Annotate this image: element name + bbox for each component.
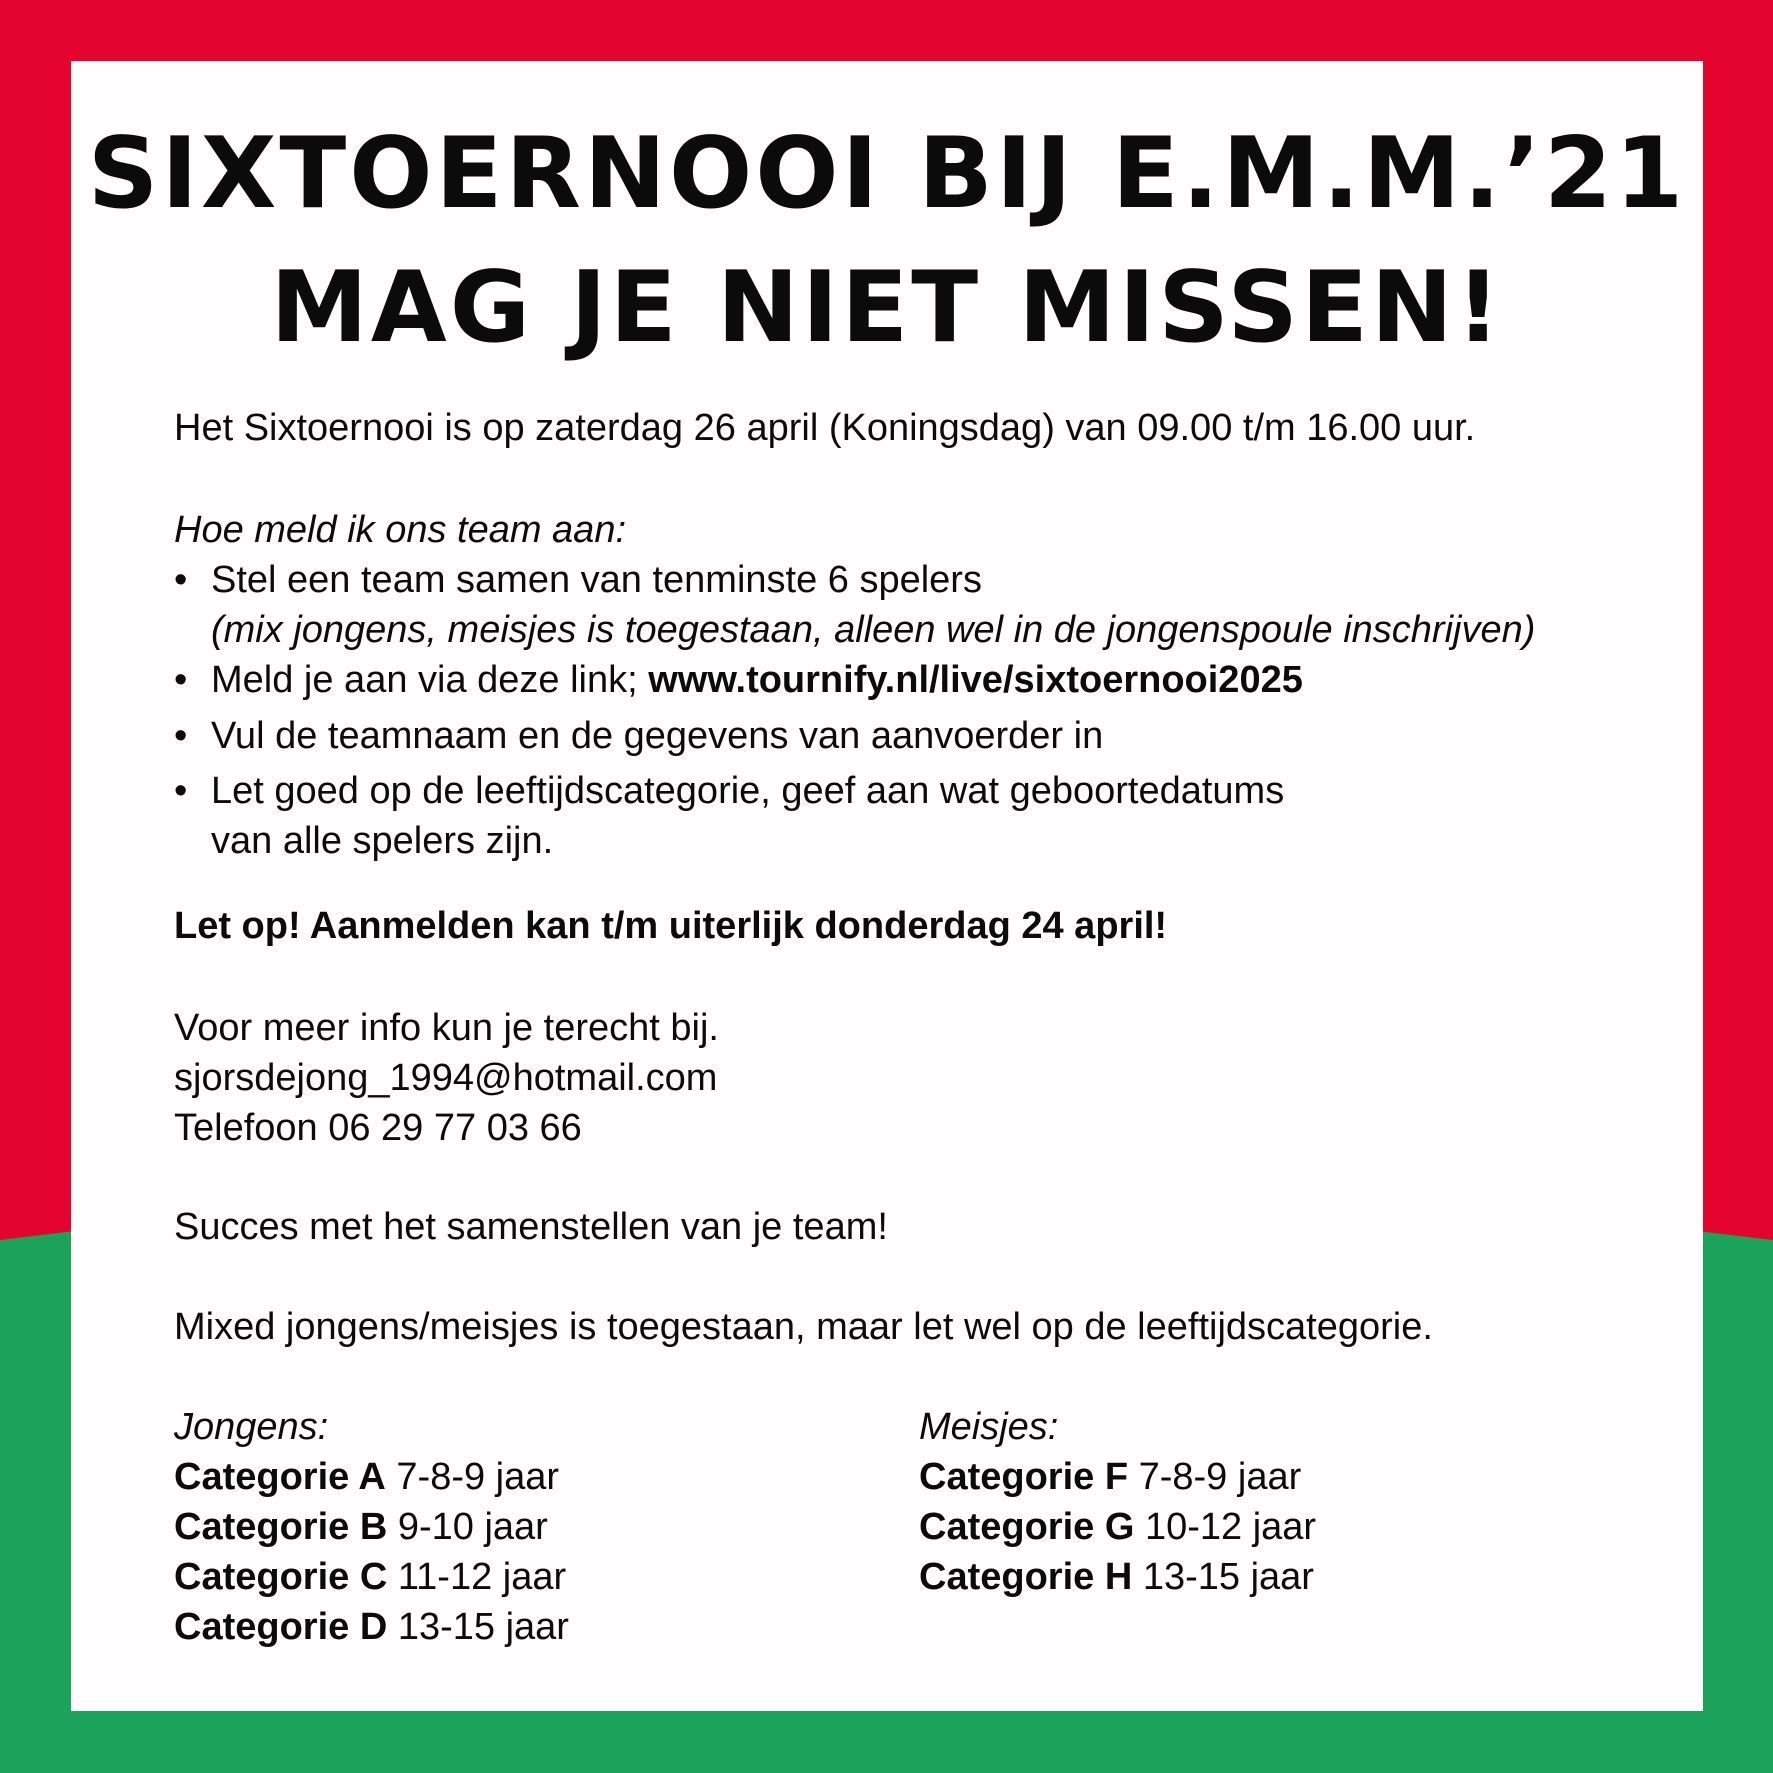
boys-category-c: [174, 1552, 566, 1602]
signup-item-1-note: (mix jongens, meisjes is toegestaan, alleen wel in de jongenspoule inschrijven): [211, 609, 1536, 651]
category-label: Categorie F: [919, 1456, 1129, 1498]
boys-heading: Jongens:: [174, 1406, 329, 1448]
bullet-2: •: [174, 659, 188, 701]
contact-phone: Telefoon 06 29 77 03 66: [174, 1107, 582, 1149]
boys-category-b: [174, 1502, 548, 1552]
contact-line: Voor meer info kun je terecht bij.: [174, 1007, 719, 1049]
bullet-1: •: [174, 559, 188, 601]
category-label: Categorie C: [174, 1556, 388, 1598]
category-label: Categorie H: [919, 1556, 1133, 1598]
category-ages: 10-12 jaar: [1134, 1506, 1317, 1548]
category-label: Categorie D: [174, 1606, 388, 1648]
category-ages: 13-15 jaar: [1132, 1556, 1314, 1598]
category-ages: 7-8-9 jaar: [1128, 1456, 1302, 1498]
signup-heading: Hoe meld ik ons team aan:: [174, 509, 627, 551]
category-label: Categorie A: [174, 1456, 386, 1498]
category-label: Categorie B: [174, 1506, 388, 1548]
category-ages: 11-12 jaar: [387, 1556, 567, 1598]
success-message: Succes met het samenstellen van je team!: [174, 1206, 888, 1248]
contact-email[interactable]: sjorsdejong_1994@hotmail.com: [174, 1057, 718, 1099]
category-label: Categorie G: [919, 1506, 1135, 1548]
signup-item-4-line-2: van alle spelers zijn.: [211, 820, 554, 862]
category-ages: 13-15 jaar: [387, 1606, 569, 1648]
headline-line-2: MAG JE NIET MISSEN!: [270, 251, 1504, 365]
signup-item-1: Stel een team samen van tenminste 6 spelers: [211, 559, 982, 601]
headline-line-1: SIXTOERNOOI BIJ E.M.M.’21: [87, 117, 1687, 231]
signup-item-3: Vul de teamnaam en de gegevens van aanvoerder in: [211, 715, 1104, 757]
girls-category-g: [919, 1502, 1316, 1552]
signup-item-2-prefix: Meld je aan via deze link;: [211, 659, 649, 701]
girls-heading: Meisjes:: [919, 1406, 1059, 1448]
boys-category-d: [174, 1602, 569, 1652]
category-ages: 9-10 jaar: [387, 1506, 548, 1548]
signup-item-4-line-1: Let goed op de leeftijdscategorie, geef aan wat geboortedatums: [211, 770, 1285, 812]
deadline-notice: Let op! Aanmelden kan t/m uiterlijk donderdag 24 april!: [174, 905, 1168, 947]
bullet-4: •: [174, 770, 188, 812]
intro-text: Het Sixtoernooi is op zaterdag 26 april (Koningsdag) van 09.00 t/m 16.00 uur.: [174, 407, 1476, 449]
girls-category-f: [919, 1452, 1301, 1502]
flyer-card: [71, 61, 1703, 1711]
bullet-3: •: [174, 715, 188, 757]
signup-item-2: [211, 655, 1303, 705]
tournify-link[interactable]: www.tournify.nl/live/sixtoernooi2025: [648, 659, 1303, 701]
category-ages: 7-8-9 jaar: [385, 1456, 560, 1498]
girls-category-h: [919, 1552, 1314, 1602]
mixed-note: Mixed jongens/meisjes is toegestaan, maar let wel op de leeftijdscategorie.: [174, 1306, 1433, 1348]
boys-category-a: [174, 1452, 559, 1502]
